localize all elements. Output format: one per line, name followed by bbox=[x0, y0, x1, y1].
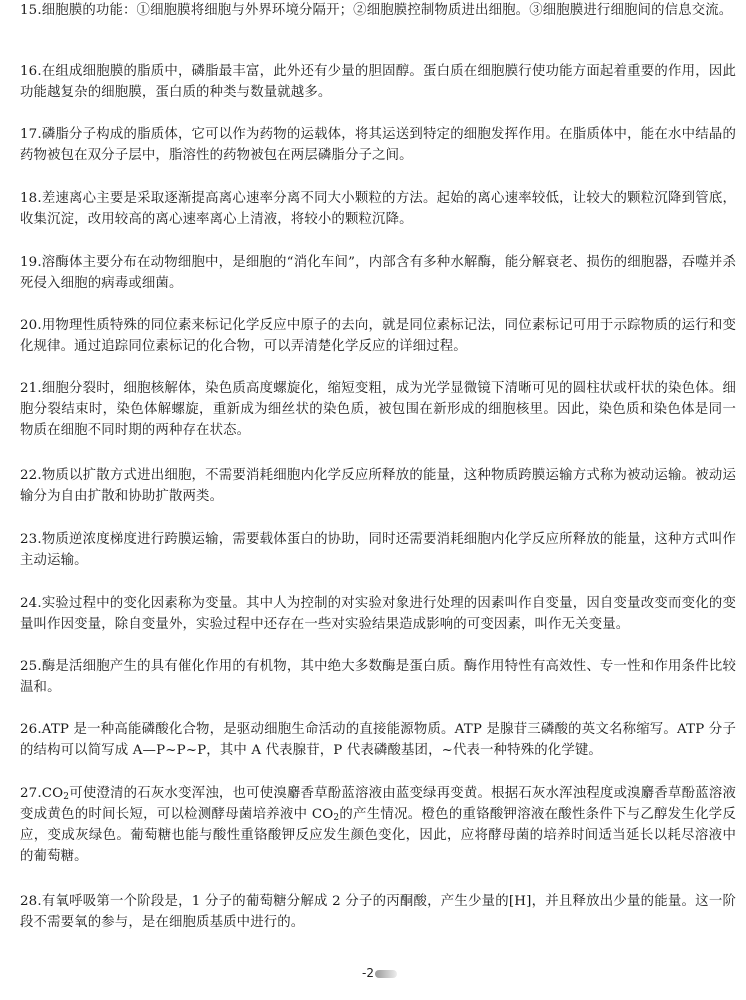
paragraph-16: 16.在组成细胞膜的脂质中，磷脂最丰富，此外还有少量的胆固醇。蛋白质在细胞膜行使功能方面起着重要的作用，因此功能越复杂的细胞膜，蛋白质的种类与数量就越多。 bbox=[20, 64, 736, 100]
paragraph-25: 25.酶是活细胞产生的具有催化作用的有机物，其中绝大多数酶是蛋白质。酶作用特性有高效性、专一性和作用条件比较温和。 bbox=[20, 659, 736, 695]
paragraph-19: 19.溶酶体主要分布在动物细胞中，是细胞的“消化车间”，内部含有多种水解酶，能分解衰老、损伤的细胞器，吞噬并杀死侵入细胞的病毒或细菌。 bbox=[20, 255, 736, 291]
paragraph-21: 21.细胞分裂时，细胞核解体，染色质高度螺旋化，缩短变粗，成为光学显微镜下清晰可见的圆柱状或杆状的染色体。细胞分裂结束时，染色体解螺旋，重新成为细丝状的染色质，被包围在新形成的细胞核里。因此，染色质和染色体是同一物质在细胞不同时期的两种存在状态。 bbox=[20, 381, 736, 438]
paragraph-17: 17.磷脂分子构成的脂质体，它可以作为药物的运载体，将其运送到特定的细胞发挥作用。在脂质体中，能在水中结晶的药物被包在双分子层中，脂溶性的药物被包在两层磷脂分子之间。 bbox=[20, 127, 736, 163]
paragraph-24: 24.实验过程中的变化因素称为变量。其中人为控制的对实验对象进行处理的因素叫作自变量，因自变量改变而变化的变量叫作因变量，除自变量外，实验过程中还存在一些对实验结果造成影响的可变因素，叫作无关变量。 bbox=[20, 596, 736, 632]
page-number bbox=[362, 966, 397, 980]
paragraph-22: 22.物质以扩散方式进出细胞，不需要消耗细胞内化学反应所释放的能量，这种物质跨膜运输方式称为被动运输。被动运输分为自由扩散和协助扩散两类。 bbox=[20, 468, 736, 504]
paragraph-15: 15.细胞膜的功能：①细胞膜将细胞与外界环境分隔开；②细胞膜控制物质进出细胞。③细胞膜进行细胞间的信息交流。 bbox=[20, 3, 733, 18]
smudge-mark bbox=[375, 970, 397, 978]
paragraph-27-part-e: 的产生情况。橙色的重铬酸钾溶液在酸性条件下与乙醇发生化学反应，变成灰绿色。葡萄糖也能与酸性重铬酸钾反应发生颜色变化，因此，应将酵母菌的培养时间适当延长以耗尽溶液中的葡萄糖。 bbox=[20, 807, 736, 864]
paragraph-28: 28.有氧呼吸第一个阶段是，1 分子的葡萄糖分解成 2 分子的丙酮酸，产生少量的[H]，并且释放出少量的能量。这一阶段不需要氧的参与，是在细胞质基质中进行的。 bbox=[20, 894, 736, 930]
paragraph-27-part-a: 27.CO bbox=[20, 786, 64, 801]
paragraph-20: 20.用物理性质特殊的同位素来标记化学反应中原子的去向，就是同位素标记法，同位素标记可用于示踪物质的运行和变化规律。通过追踪同位素标记的化合物，可以弄清楚化学反应的详细过程。 bbox=[20, 318, 736, 354]
paragraph-18: 18.差速离心主要是采取逐渐提高离心速率分离不同大小颗粒的方法。起始的离心速率较低，让较大的颗粒沉降到管底，收集沉淀，改用较高的离心速率离心上清液，将较小的颗粒沉降。 bbox=[20, 191, 736, 227]
co2-subscript: 2 bbox=[333, 813, 340, 823]
paragraph-26: 26.ATP 是一种高能磷酸化合物，是驱动细胞生命活动的直接能源物质。ATP 是腺苷三磷酸的英文名称缩写。ATP 分子的结构可以简写成 A—P~P~P，其中 A 代表腺苷，P 代表磷酸基团，~代表一种特殊的化学键。 bbox=[20, 722, 736, 758]
page-number-text: -2 bbox=[362, 966, 374, 980]
co2-subscript: 2 bbox=[63, 792, 70, 802]
paragraph-27-part-c: 可使澄清的石灰水变浑浊，也可使溴麝香草酚蓝溶液由蓝变绿再变黄。根据石灰水浑浊程度或溴麝香草酚蓝溶液变成黄色的时间长短，可以检测酵母菌培养液中 CO bbox=[20, 786, 736, 822]
paragraph-23: 23.物质逆浓度梯度进行跨膜运输，需要载体蛋白的协助，同时还需要消耗细胞内化学反应所释放的能量，这种方式叫作主动运输。 bbox=[20, 532, 736, 568]
paragraph-27 bbox=[20, 783, 736, 867]
